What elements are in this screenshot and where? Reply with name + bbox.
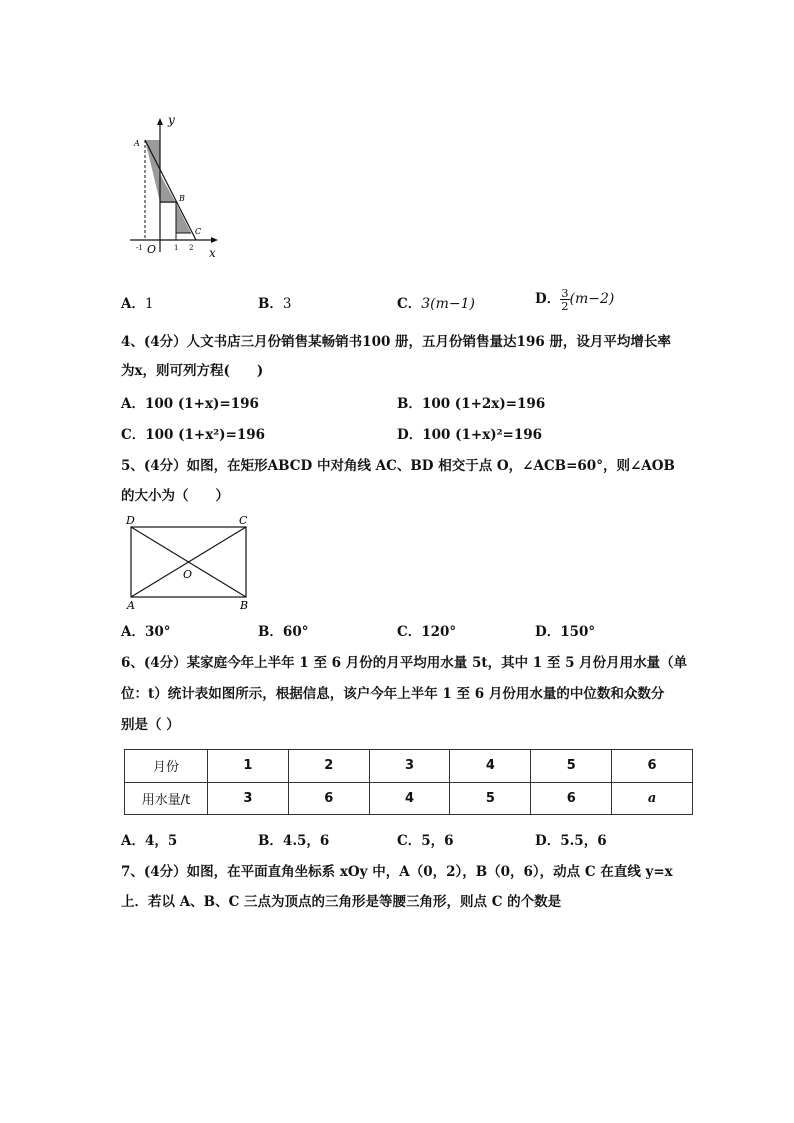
coordinate-figure [126, 112, 226, 262]
q6-option-b[interactable]: B．4.5，6 [258, 833, 330, 849]
water-usage-table [124, 749, 693, 815]
y-axis-arrow [157, 118, 163, 125]
q5-stem-line1: 5、(4分）如图，在矩形ABCD 中对角线 AC、BD 相交于点 O，∠ACB=60°，则∠AOB [121, 458, 675, 474]
tick-2: 2 [189, 244, 194, 252]
label-B: B [179, 194, 185, 203]
q5-option-c-text: 120° [421, 624, 457, 640]
q5-option-a[interactable]: A．30° [121, 624, 171, 640]
q4-option-b-text: 100 (1+2x)=196 [421, 396, 546, 412]
q4-option-d-text: 100 (1+x)²=196 [422, 427, 543, 443]
tick-neg1: -1 [136, 244, 143, 252]
table-row-label: 用水量/t [125, 782, 208, 815]
q6-option-d-text: 5.5，6 [560, 833, 607, 849]
q5-option-b[interactable]: B．60° [258, 624, 309, 640]
q6-option-c[interactable]: C．5，6 [397, 833, 454, 849]
table-cell: 6 [288, 782, 369, 815]
q6-option-a[interactable]: A．4，5 [121, 833, 178, 849]
q3-option-a[interactable]: A．1 [121, 296, 154, 312]
q5-stem-line2: 的大小为（ ） [121, 488, 229, 504]
q6-option-d[interactable]: D．5.5，6 [535, 833, 607, 849]
label-D: D [126, 514, 135, 527]
q5-option-a-text: 30° [144, 624, 171, 640]
table-row [125, 782, 693, 815]
table-cell: 4 [450, 750, 531, 783]
origin-label: O [147, 243, 157, 256]
q6-option-b-text: 4.5，6 [282, 833, 330, 849]
table-cell: 6 [612, 750, 693, 783]
q6-option-a-text: 4，5 [144, 833, 178, 849]
table-cell: a [612, 782, 693, 815]
q6-option-c-text: 5，6 [421, 833, 454, 849]
table-row [125, 750, 693, 783]
rect-region [160, 202, 176, 240]
q6-stem-line1: 6、(4分）某家庭今年上半年 1 至 6 月份的月平均用水量 5t，其中 1 至 5 月份月用水量（单 [121, 655, 688, 671]
q4-option-a-text: 100 (1+x)=196 [144, 396, 259, 412]
label-A: A [127, 599, 135, 612]
table-cell: 5 [450, 782, 531, 815]
x-axis-arrow [211, 237, 218, 243]
table-cell: 6 [531, 782, 612, 815]
table-header-label: 月份 [125, 750, 208, 783]
shaded-triangle-middle [160, 174, 176, 203]
q6-stem-line2: 位：t）统计表如图所示，根据信息，该户今年上半年 1 至 6 月份用水量的中位数和众数分 [121, 686, 665, 702]
table-cell: 3 [369, 750, 450, 783]
label-O: O [183, 568, 193, 581]
q4-option-b[interactable]: B．100 (1+2x)=196 [397, 396, 546, 412]
q3-option-c[interactable]: C．3(m−1) [397, 296, 475, 312]
shaded-triangle-lower [176, 203, 191, 233]
q3-option-d[interactable]: D． $\frac{3}{2}$ (m−2) [535, 286, 615, 313]
q3-option-c-text: 3(m−1) [421, 296, 475, 312]
q5-option-d[interactable]: D．150° [535, 624, 596, 640]
table-cell: 2 [288, 750, 369, 783]
q7-stem-line2: 上．若以 A、B、C 三点为顶点的三角形是等腰三角形，则点 C 的个数是 [121, 894, 562, 910]
table-cell: 1 [208, 750, 289, 783]
q3-option-b-text: 3 [282, 296, 292, 312]
q3-option-a-text: 1 [144, 296, 154, 312]
q5-option-c[interactable]: C．120° [397, 624, 457, 640]
y-axis-label: y [168, 113, 175, 127]
q4-stem-line2: 为x，则可列方程( ) [121, 363, 264, 379]
label-C: C [239, 514, 248, 527]
q4-option-c-text: 100 (1+x²)=196 [145, 427, 266, 443]
label-A: A [134, 139, 140, 148]
table-cell: 4 [369, 782, 450, 815]
q5-option-d-text: 150° [560, 624, 596, 640]
graph-line [145, 140, 196, 240]
q7-stem-line1: 7、(4分）如图，在平面直角坐标系 xOy 中，A（0，2），B（0，6），动点 C 在直线 y=x [121, 864, 673, 880]
q4-option-c[interactable]: C．100 (1+x²)=196 [121, 427, 266, 443]
x-axis-label: x [209, 246, 216, 260]
table-cell: 3 [208, 782, 289, 815]
label-B: B [240, 599, 249, 612]
label-C: C [195, 227, 202, 236]
q3-option-d-text: (m−2) [569, 291, 615, 307]
q3-option-d-fraction: $\frac{3}{2}$ [561, 286, 569, 313]
q4-option-d[interactable]: D．100 (1+x)²=196 [397, 427, 543, 443]
q3-option-b[interactable]: B．3 [258, 296, 292, 312]
rectangle-figure [124, 510, 254, 614]
q4-stem-line1: 4、(4分）人文书店三月份销售某畅销书100 册，五月份销售量达196 册，设月平均增长率 [121, 334, 671, 350]
q4-option-a[interactable]: A．100 (1+x)=196 [121, 396, 259, 412]
tick-1: 1 [174, 244, 179, 252]
table-cell: 5 [531, 750, 612, 783]
q5-option-b-text: 60° [282, 624, 309, 640]
q6-stem-line3: 别是（ ） [121, 717, 180, 733]
shaded-triangle-upper [145, 140, 160, 202]
